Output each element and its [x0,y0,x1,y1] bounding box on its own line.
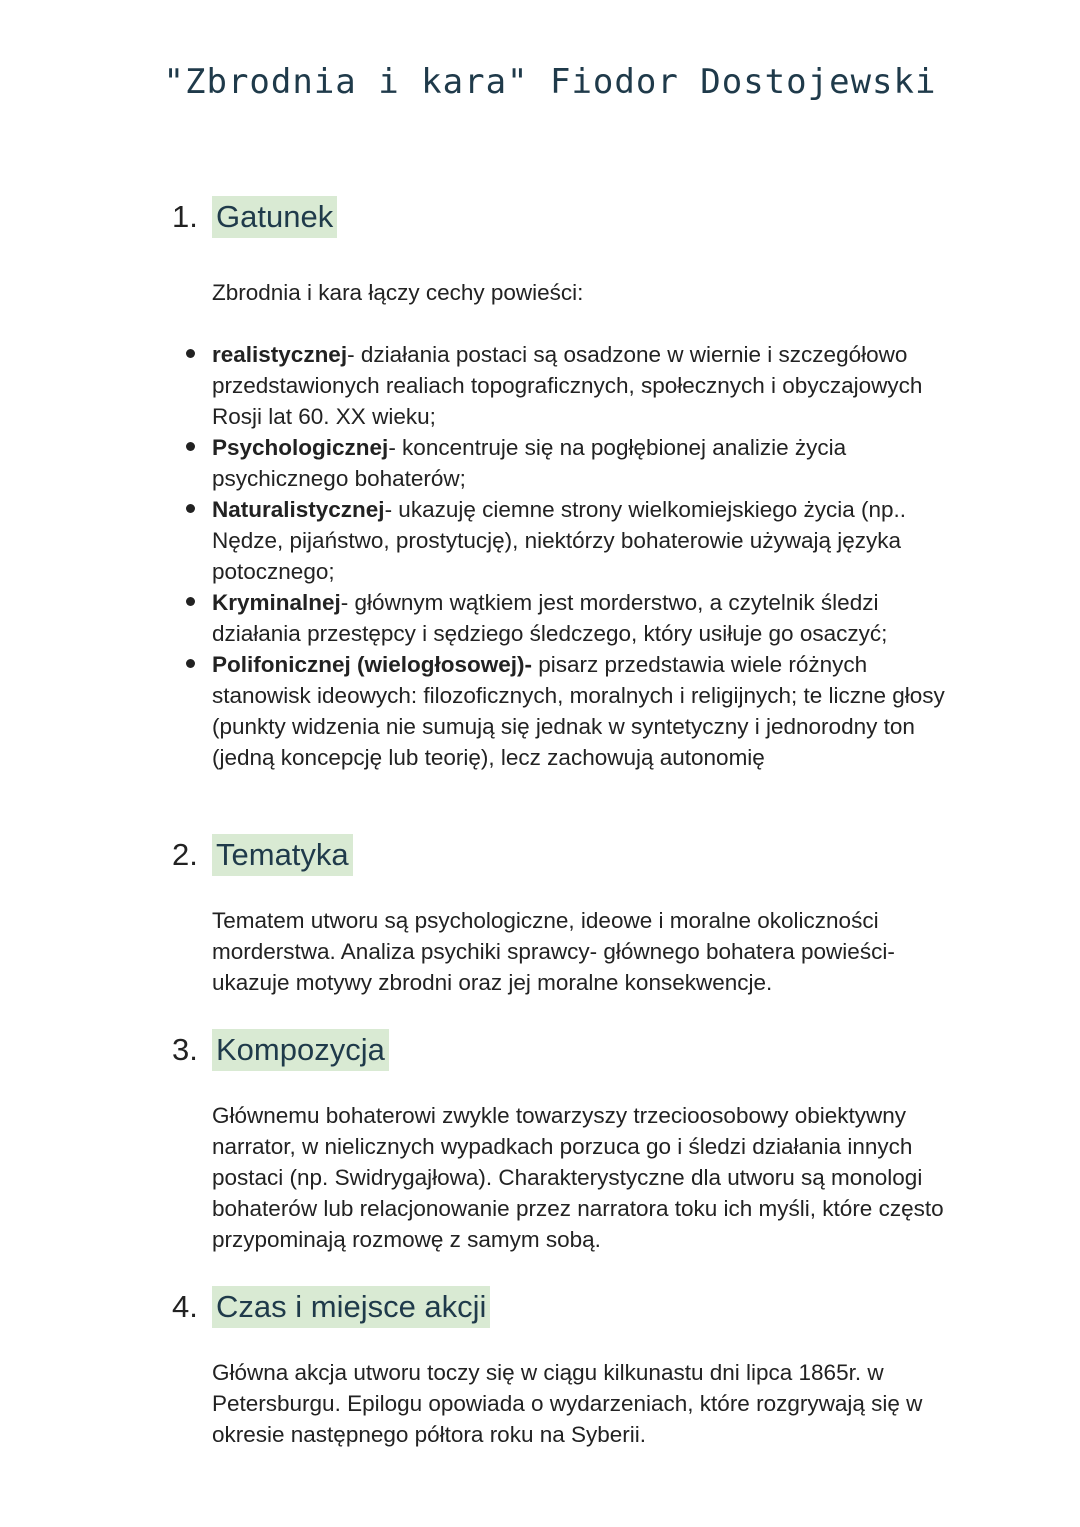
list-item [212,494,957,587]
section-heading-gatunek [172,195,337,239]
bullet-icon [186,597,195,606]
time-place-paragraph: Główna akcja utworu toczy się w ciągu kilkunastu dni lipca 1865r. w Petersburgu. Epilogu opowiada o wydarzeniach, które rozgrywają się w okresie następnego półtora roku na Syberii. [212,1360,923,1447]
genre-intro: Zbrodnia i kara łączy cechy powieści: [212,280,584,305]
theme-paragraph: Tematem utworu są psychologiczne, ideowe i moralne okoliczności morderstwa. Analiza psychiki sprawcy- głównego bohatera powieści- ukazuje motywy zbrodni oraz jej moralne konsekwencje. [212,908,895,995]
genre-description: - ukazuję ciemne strony wielkomiejskiego życia (np.. Nędze, pijaństwo, prostytucję), niektórzy bohaterowie używają języka potocznego; [212,497,907,584]
list-item [212,587,957,649]
section-number: 1. [172,199,198,234]
bullet-icon [186,442,195,451]
list-item [212,432,957,494]
section-title: Kompozycja [212,1029,389,1071]
section-heading-czas-i-miejsce [172,1285,490,1329]
genre-term: Polifonicznej (wielogłosowej)- [212,652,533,677]
genre-list [212,339,957,773]
section-number: 3. [172,1032,198,1067]
genre-description: pisarz przedstawia wiele różnych stanowisk ideowych: filozoficznych, moralnych i religijnych; te liczne głosy (punkty widzenia nie sumują się jednak w syntetyczny i jednorodny ton (jedną koncepcję lub teorię), lecz zachowują autonomię [212,652,945,770]
section-title: Tematyka [212,834,353,876]
list-item [212,649,957,773]
genre-term: Kryminalnej [212,590,341,615]
section-heading-kompozycja [172,1028,389,1072]
genre-description: - głównym wątkiem jest morderstwo, a czytelnik śledzi działania przestępcy i sędziego śledczego, który usiłuje go osaczyć; [212,590,888,646]
genre-description: - działania postaci są osadzone w wiernie i szczegółowo przedstawionych realiach topograficznych, społecznych i obyczajowych Rosji lat 60. XX wieku; [212,342,923,429]
section-number: 4. [172,1289,198,1324]
genre-description: - koncentruje się na pogłębionej analizie życia psychicznego bohaterów; [212,435,847,491]
genre-term: realistycznej [212,342,348,367]
bullet-icon [186,659,195,668]
bullet-icon [186,504,195,513]
genre-term: Psychologicznej [212,435,389,460]
page-title: "Zbrodnia i kara" Fiodor Dostojewski [163,62,937,102]
list-item [212,339,957,432]
genre-term: Naturalistycznej [212,497,385,522]
bullet-icon [186,349,195,358]
section-title: Gatunek [212,196,337,238]
section-number: 2. [172,837,198,872]
section-title: Czas i miejsce akcji [212,1286,490,1328]
composition-paragraph: Głównemu bohaterowi zwykle towarzyszy trzecioosobowy obiektywny narrator, w nielicznych wypadkach porzuca go i śledzi działania innych postaci (np. Swidrygajłowa). Charakterystyczne dla utworu są monologi bohaterów lub relacjonowanie przez narratora toku ich myśli, które często przypominają rozmowę z samym sobą. [212,1103,944,1252]
section-heading-tematyka [172,833,353,877]
